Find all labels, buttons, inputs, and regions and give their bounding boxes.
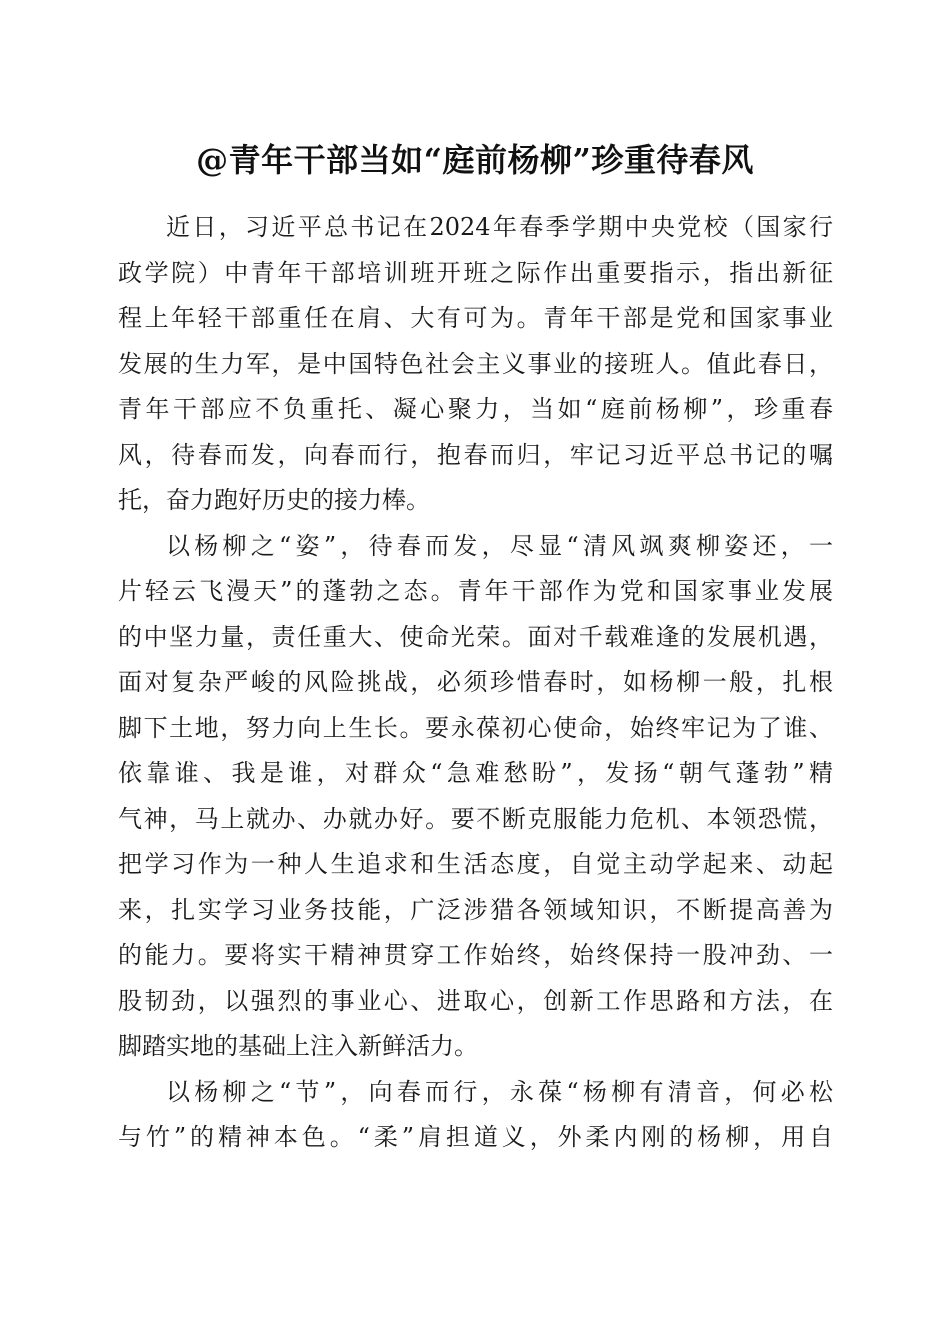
- paragraph-line: 与竹”的精神本色。“柔”肩担道义，外柔内刚的杨柳，用自: [118, 1123, 833, 1151]
- paragraph-line: 近日，习近平总书记在2024年春季学期中央党校（国家行: [166, 213, 833, 241]
- document-body: [118, 205, 833, 1161]
- paragraph-line: 以杨柳之“节”，向春而行，永葆“杨柳有清音，何必松: [166, 1077, 833, 1106]
- paragraph-line: 气神，马上就办、办就办好。要不断克服能力危机、本领恐慌，: [118, 804, 833, 833]
- paragraph: [118, 524, 833, 1070]
- paragraph-line: 青年干部应不负重托、凝心聚力，当如“庭前杨柳”，珍重春: [118, 395, 833, 423]
- paragraph-line: 程上年轻干部重任在肩、大有可为。青年干部是党和国家事业: [118, 304, 833, 332]
- document-title: @青年干部当如“庭前杨柳”珍重待春风: [196, 141, 754, 179]
- paragraph-line: 发展的生力军，是中国特色社会主义事业的接班人。值此春日，: [118, 349, 833, 378]
- paragraph: [118, 1070, 833, 1161]
- paragraph: [118, 205, 833, 524]
- paragraph-line: 面对复杂严峻的风险挑战，必须珍惜春时，如杨柳一般，扎根: [118, 668, 833, 696]
- paragraph-line: 的能力。要将实干精神贯穿工作始终，始终保持一股冲劲、一: [118, 941, 833, 969]
- paragraph-line: 脚踏实地的基础上注入新鲜活力。: [118, 1032, 478, 1060]
- paragraph-line: 脚下土地，努力向上生长。要永葆初心使命，始终牢记为了谁、: [118, 713, 833, 742]
- paragraph-line: 风，待春而发，向春而行，抱春而归，牢记习近平总书记的嘱: [118, 440, 833, 469]
- paragraph-line: 的中坚力量，责任重大、使命光荣。面对千载难逢的发展机遇，: [118, 622, 833, 651]
- paragraph-line: 片轻云飞漫天”的蓬勃之态。青年干部作为党和国家事业发展: [118, 577, 833, 605]
- paragraph-line: 股韧劲，以强烈的事业心、进取心，创新工作思路和方法，在: [118, 986, 833, 1015]
- paragraph-line: 以杨柳之“姿”，待春而发，尽显“清风飒爽柳姿还，一: [166, 531, 833, 560]
- paragraph-line: 依靠谁、我是谁，对群众“急难愁盼”，发扬“朝气蓬勃”精: [118, 759, 833, 787]
- paragraph-line: 把学习作为一种人生追求和生活态度，自觉主动学起来、动起: [118, 850, 833, 878]
- paragraph-line: 来，扎实学习业务技能，广泛涉猎各领域知识，不断提高善为: [118, 895, 833, 924]
- paragraph-line: 政学院）中青年干部培训班开班之际作出重要指示，指出新征: [118, 258, 833, 287]
- paragraph-line: 托，奋力跑好历史的接力棒。: [118, 486, 430, 514]
